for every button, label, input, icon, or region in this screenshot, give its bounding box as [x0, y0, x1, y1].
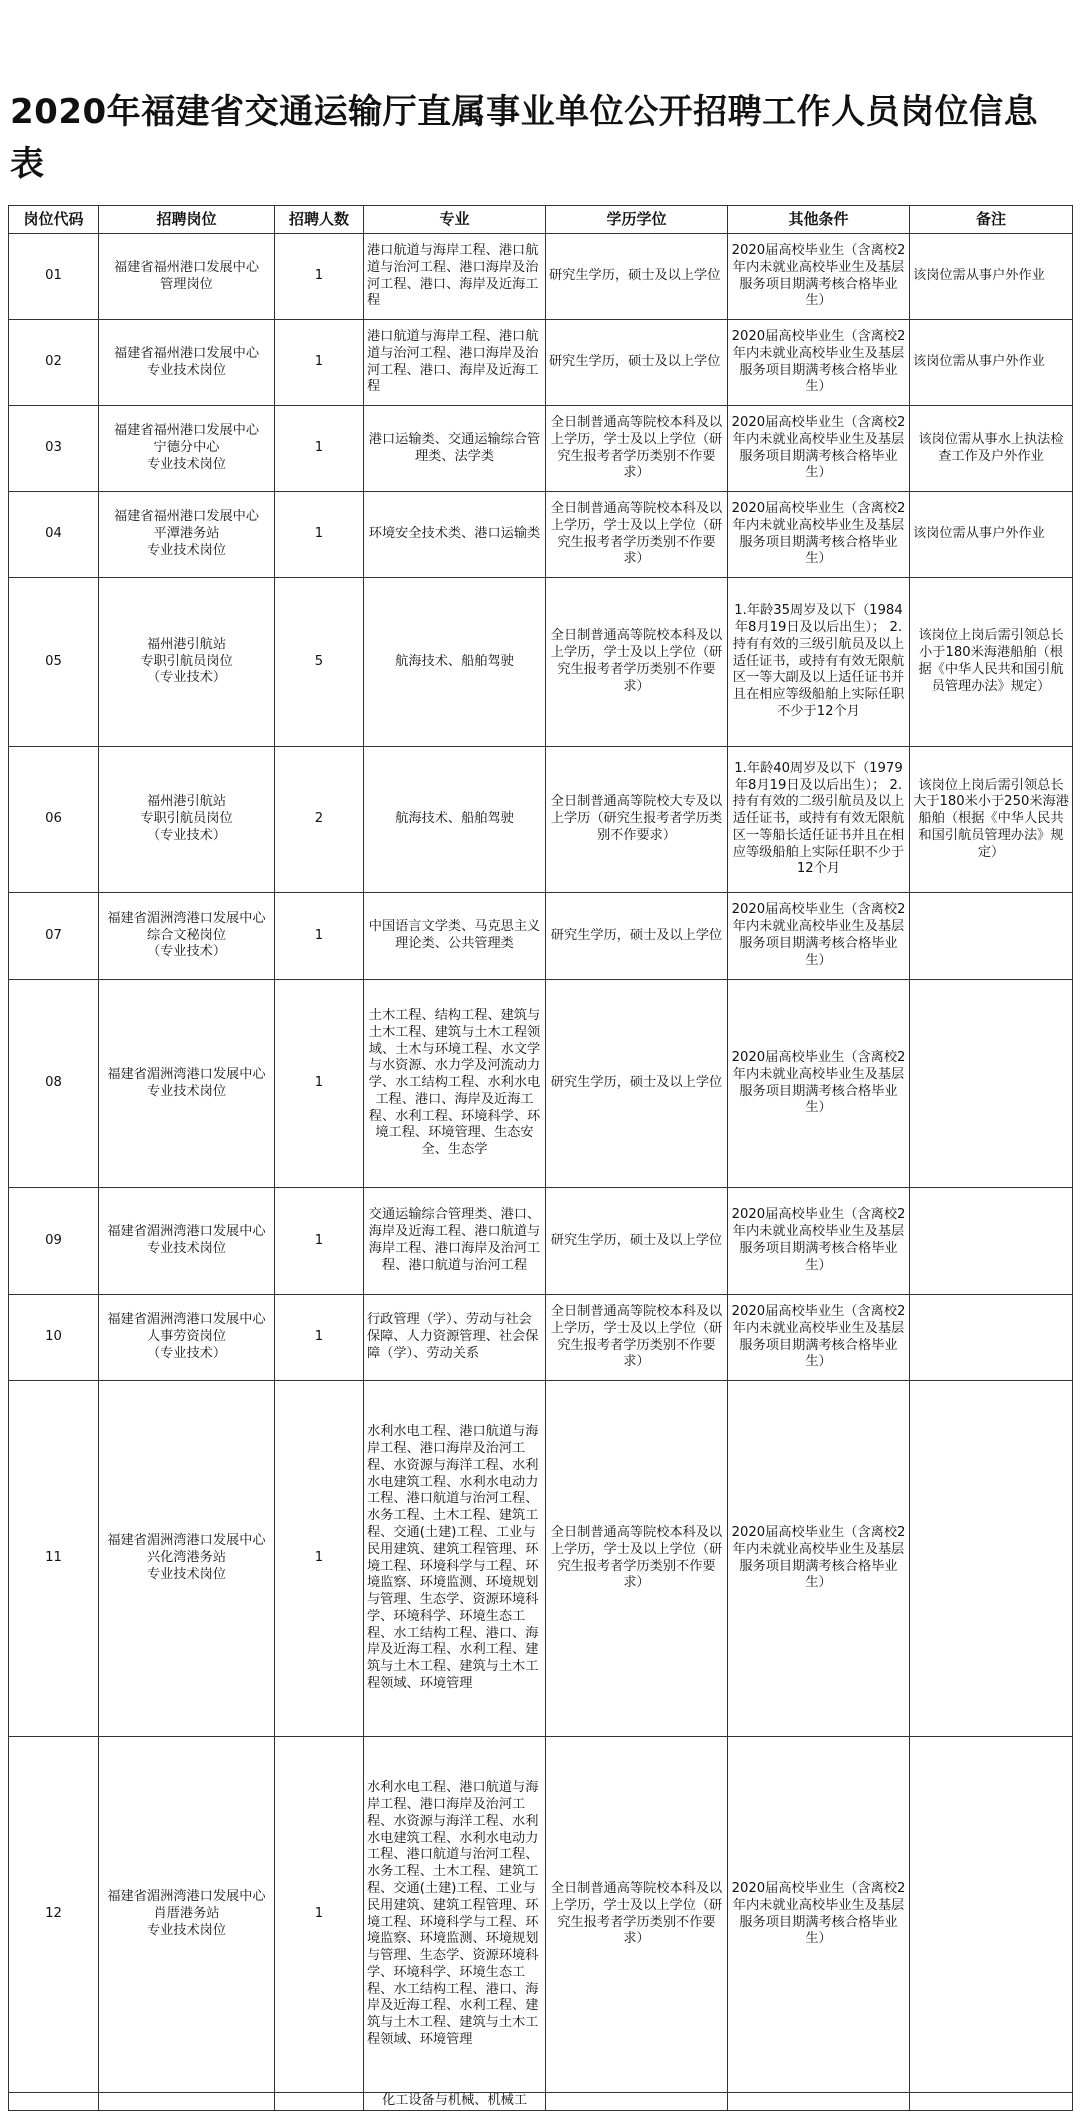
cell-major: 环境安全技术类、港口运输类	[364, 492, 546, 578]
cell-edu: 研究生学历，硕士及以上学位	[546, 1188, 728, 1295]
cell-code: 03	[9, 406, 99, 492]
cell-code: 06	[9, 747, 99, 893]
cell-post: 福建省湄洲湾港口发展中心 专业技术岗位	[99, 980, 275, 1188]
table-row	[9, 1381, 1073, 1737]
cell-edu	[546, 2093, 728, 2111]
cell-major: 水利水电工程、港口航道与海岸工程、港口海岸及治河工程、水资源与海洋工程、水利水电建筑工程、水利水电动力工程、港口航道与治河工程、水务工程、土木工程、建筑工程、交通(土建)工程、工业与民用建筑、建筑工程管理、环境工程、环境科学与工程、环境监察、环境监测、环境规划与管理、生态学、资源环境科学、环境科学、环境生态工程、水工结构工程、港口、海岸及近海工程、水利工程、建筑与土木工程、建筑与土木工程领域、环境管理	[364, 1737, 546, 2093]
cell-edu: 全日制普通高等院校本科及以上学历，学士及以上学位（研究生报考者学历类别不作要求）	[546, 1737, 728, 2093]
table-row	[9, 1295, 1073, 1381]
cell-cond: 2020届高校毕业生（含离校2年内未就业高校毕业生及基层服务项目期满考核合格毕业生）	[728, 492, 910, 578]
cell-code: 09	[9, 1188, 99, 1295]
cell-post	[99, 2093, 275, 2111]
cell-num: 1	[275, 1381, 364, 1737]
cell-major: 港口航道与海岸工程、港口航道与治河工程、港口海岸及治河工程、港口、海岸及近海工程	[364, 320, 546, 406]
cell-cond: 2020届高校毕业生（含离校2年内未就业高校毕业生及基层服务项目期满考核合格毕业生）	[728, 320, 910, 406]
table-row	[9, 320, 1073, 406]
cell-edu: 研究生学历，硕士及以上学位	[546, 980, 728, 1188]
cell-num: 1	[275, 492, 364, 578]
cell-num: 1	[275, 1737, 364, 2093]
cell-note	[910, 2093, 1073, 2111]
cell-code: 08	[9, 980, 99, 1188]
cell-note	[910, 893, 1073, 980]
table-row	[9, 747, 1073, 893]
cell-num: 1	[275, 406, 364, 492]
cell-cond: 2020届高校毕业生（含离校2年内未就业高校毕业生及基层服务项目期满考核合格毕业生）	[728, 893, 910, 980]
cell-note	[910, 1381, 1073, 1737]
cell-code	[9, 2093, 99, 2111]
table-row	[9, 1737, 1073, 2093]
page-title: 2020年福建省交通运输厅直属事业单位公开招聘工作人员岗位信息表	[10, 92, 1039, 184]
cell-major: 航海技术、船舶驾驶	[364, 578, 546, 747]
cell-cond	[728, 2093, 910, 2111]
cell-cond: 2020届高校毕业生（含离校2年内未就业高校毕业生及基层服务项目期满考核合格毕业生）	[728, 1188, 910, 1295]
table-row	[9, 1188, 1073, 1295]
cell-note: 该岗位需从事户外作业	[910, 320, 1073, 406]
cell-num	[275, 2093, 364, 2111]
cell-post: 福建省湄洲湾港口发展中心肖厝港务站 专业技术岗位	[99, 1737, 275, 2093]
cell-cond: 2020届高校毕业生（含离校2年内未就业高校毕业生及基层服务项目期满考核合格毕业生）	[728, 980, 910, 1188]
header-post: 招聘岗位	[99, 206, 275, 234]
cell-post: 福建省福州港口发展中心 宁德分中心 专业技术岗位	[99, 406, 275, 492]
cell-post: 福建省湄洲湾港口发展中心兴化湾港务站 专业技术岗位	[99, 1381, 275, 1737]
cell-note	[910, 1188, 1073, 1295]
table-header-row	[9, 206, 1073, 234]
cell-code: 02	[9, 320, 99, 406]
cell-num: 1	[275, 980, 364, 1188]
cell-major: 土木工程、结构工程、建筑与土木工程、建筑与土木工程领域、土木与环境工程、水文学与水资源、水力学及河流动力学、水工结构工程、水利水电工程、港口、海岸及近海工程、水利工程、环境科学、环境工程、环境管理、生态安全、生态学	[364, 980, 546, 1188]
cell-cond: 1.年龄40周岁及以下（1979年8月19日及以后出生）； 2.持有有效的二级引航员及以上适任证书，或持有有效无限航区一等船长适任证书并且在相应等级船舶上实际任职不少于12个月	[728, 747, 910, 893]
table-row	[9, 2093, 1073, 2111]
cell-post: 福建省福州港口发展中心 管理岗位	[99, 234, 275, 320]
cell-major: 行政管理（学）、劳动与社会保障、人力资源管理、社会保障（学）、劳动关系	[364, 1295, 546, 1381]
job-table	[8, 205, 1073, 2111]
cell-num: 1	[275, 1188, 364, 1295]
header-major: 专业	[364, 206, 546, 234]
cell-code: 12	[9, 1737, 99, 2093]
cell-major: 中国语言文学类、马克思主义理论类、公共管理类	[364, 893, 546, 980]
cell-num: 2	[275, 747, 364, 893]
cell-cond: 2020届高校毕业生（含离校2年内未就业高校毕业生及基层服务项目期满考核合格毕业生）	[728, 234, 910, 320]
cell-post: 福建省湄洲湾港口发展中心 专业技术岗位	[99, 1188, 275, 1295]
cell-note: 该岗位上岗后需引领总长小于180米海港船舶（根据《中华人民共和国引航员管理办法》规定）	[910, 578, 1073, 747]
header-cond: 其他条件	[728, 206, 910, 234]
cell-code: 07	[9, 893, 99, 980]
cell-code: 04	[9, 492, 99, 578]
cell-edu: 研究生学历，硕士及以上学位	[546, 893, 728, 980]
cell-note: 该岗位需从事水上执法检查工作及户外作业	[910, 406, 1073, 492]
cell-note	[910, 1737, 1073, 2093]
cell-major: 水利水电工程、港口航道与海岸工程、港口海岸及治河工程、水资源与海洋工程、水利水电建筑工程、水利水电动力工程、港口航道与治河工程、水务工程、土木工程、建筑工程、交通(土建)工程、工业与民用建筑、建筑工程管理、环境工程、环境科学与工程、环境监察、环境监测、环境规划与管理、生态学、资源环境科学、环境科学、环境生态工程、水工结构工程、港口、海岸及近海工程、水利工程、建筑与土木工程、建筑与土木工程领域、环境管理	[364, 1381, 546, 1737]
cell-edu: 研究生学历，硕士及以上学位	[546, 320, 728, 406]
cell-cond: 1.年龄35周岁及以下（1984年8月19日及以后出生）； 2.持有有效的三级引航员及以上适任证书，或持有有效无限航区一等大副及以上适任证书并且在相应等级船舶上实际任职不少于12个月	[728, 578, 910, 747]
table-row	[9, 234, 1073, 320]
header-edu: 学历学位	[546, 206, 728, 234]
cell-edu: 全日制普通高等院校本科及以上学历，学士及以上学位（研究生报考者学历类别不作要求）	[546, 578, 728, 747]
cell-post: 福建省湄洲湾港口发展中心 人事劳资岗位 （专业技术）	[99, 1295, 275, 1381]
table-row	[9, 492, 1073, 578]
cell-major: 港口运输类、交通运输综合管理类、法学类	[364, 406, 546, 492]
cell-edu: 全日制普通高等院校本科及以上学历，学士及以上学位（研究生报考者学历类别不作要求）	[546, 1381, 728, 1737]
cell-num: 1	[275, 1295, 364, 1381]
cell-post: 福州港引航站 专职引航员岗位 （专业技术）	[99, 747, 275, 893]
cell-code: 05	[9, 578, 99, 747]
cell-cond: 2020届高校毕业生（含离校2年内未就业高校毕业生及基层服务项目期满考核合格毕业生）	[728, 406, 910, 492]
cell-note: 该岗位上岗后需引领总长大于180米小于250米海港船舶（根据《中华人民共和国引航员管理办法》规定）	[910, 747, 1073, 893]
cell-major: 交通运输综合管理类、港口、海岸及近海工程、港口航道与海岸工程、港口海岸及治河工程、港口航道与治河工程	[364, 1188, 546, 1295]
cell-edu: 全日制普通高等院校本科及以上学历，学士及以上学位（研究生报考者学历类别不作要求）	[546, 1295, 728, 1381]
cell-edu: 全日制普通高等院校本科及以上学历，学士及以上学位（研究生报考者学历类别不作要求）	[546, 492, 728, 578]
cell-cond: 2020届高校毕业生（含离校2年内未就业高校毕业生及基层服务项目期满考核合格毕业生）	[728, 1381, 910, 1737]
header-note: 备注	[910, 206, 1073, 234]
cell-edu: 全日制普通高等院校大专及以上学历（研究生报考者学历类别不作要求）	[546, 747, 728, 893]
table-row	[9, 980, 1073, 1188]
cell-code: 11	[9, 1381, 99, 1737]
table-row	[9, 406, 1073, 492]
cell-num: 5	[275, 578, 364, 747]
cell-major: 化工设备与机械、机械工	[364, 2093, 546, 2111]
cell-post: 福建省湄洲湾港口发展中心 综合文秘岗位 （专业技术）	[99, 893, 275, 980]
cell-major: 航海技术、船舶驾驶	[364, 747, 546, 893]
cell-note: 该岗位需从事户外作业	[910, 492, 1073, 578]
cell-cond: 2020届高校毕业生（含离校2年内未就业高校毕业生及基层服务项目期满考核合格毕业生）	[728, 1295, 910, 1381]
cell-edu: 全日制普通高等院校本科及以上学历，学士及以上学位（研究生报考者学历类别不作要求）	[546, 406, 728, 492]
cell-cond: 2020届高校毕业生（含离校2年内未就业高校毕业生及基层服务项目期满考核合格毕业生）	[728, 1737, 910, 2093]
cell-code: 01	[9, 234, 99, 320]
cell-major: 港口航道与海岸工程、港口航道与治河工程、港口海岸及治河工程、港口、海岸及近海工程	[364, 234, 546, 320]
cell-code: 10	[9, 1295, 99, 1381]
cell-post: 福建省福州港口发展中心 平潭港务站 专业技术岗位	[99, 492, 275, 578]
cell-post: 福建省福州港口发展中心 专业技术岗位	[99, 320, 275, 406]
header-num: 招聘人数	[275, 206, 364, 234]
cell-note	[910, 980, 1073, 1188]
cell-edu: 研究生学历，硕士及以上学位	[546, 234, 728, 320]
cell-note	[910, 1295, 1073, 1381]
cell-note: 该岗位需从事户外作业	[910, 234, 1073, 320]
cell-num: 1	[275, 234, 364, 320]
cell-post: 福州港引航站 专职引航员岗位 （专业技术）	[99, 578, 275, 747]
table-row	[9, 578, 1073, 747]
table-row	[9, 893, 1073, 980]
header-code: 岗位代码	[9, 206, 99, 234]
cell-num: 1	[275, 893, 364, 980]
cell-num: 1	[275, 320, 364, 406]
